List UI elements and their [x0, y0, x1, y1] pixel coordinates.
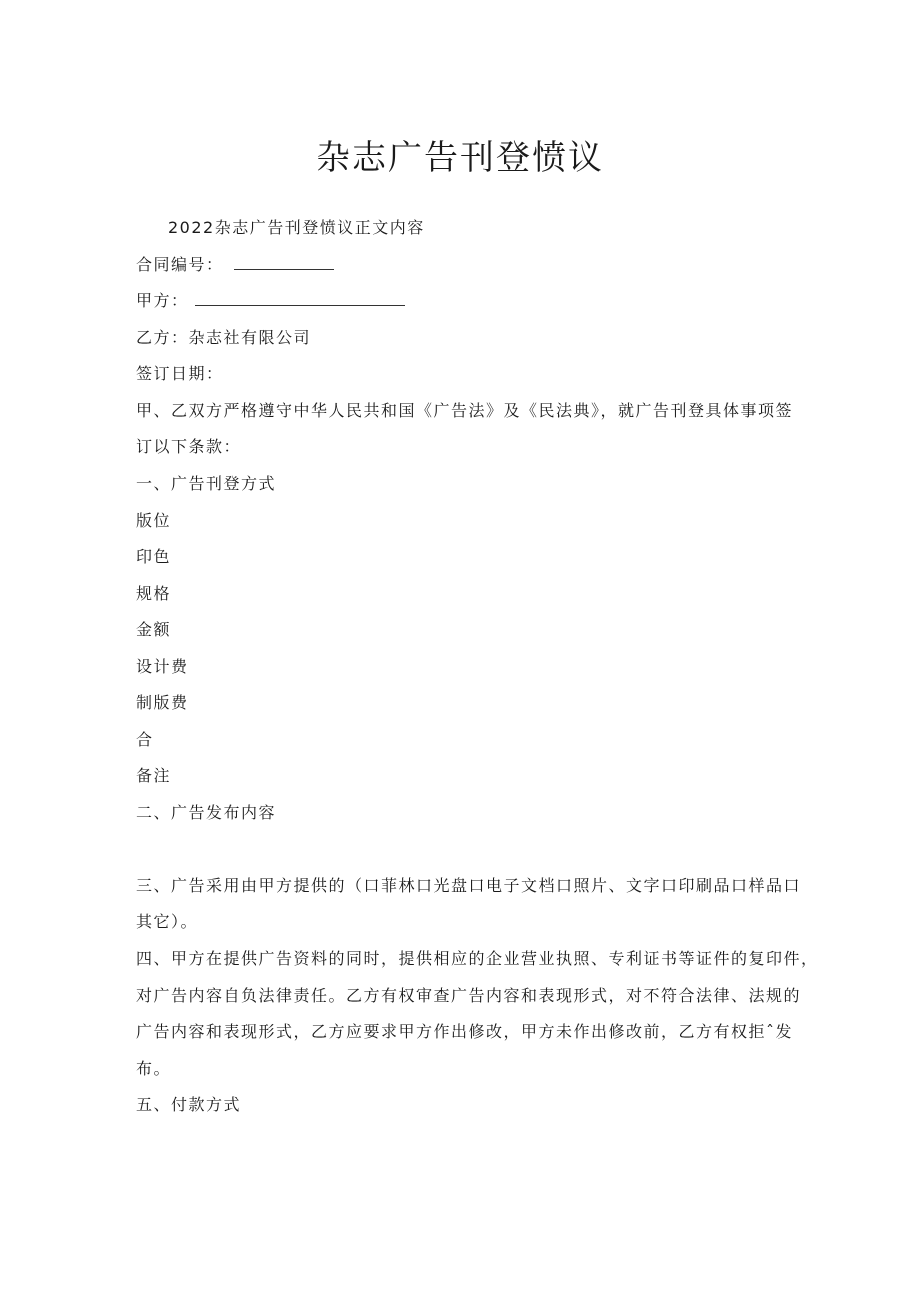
item-amount: 金额 — [136, 620, 172, 639]
intro-line-1: 甲、乙双方严格遵守中华人民共和国《广告法》及《民法典》，就广告刊登具体事项签 — [136, 401, 794, 420]
item-layout-position: 版位 — [136, 511, 172, 530]
document-subtitle: 2022杂志广告刊登愤议正文内容 — [168, 218, 425, 237]
item-print-color: 印色 — [136, 547, 172, 566]
intro-line-2: 订以下条款： — [136, 437, 242, 456]
sign-date: 签订日期： — [136, 364, 224, 383]
section-4-line-3: 广告内容和表现形式，乙方应要求甲方作出修改，甲方未作出修改前，乙方有权拒ˆ发 — [136, 1022, 794, 1041]
item-design-fee: 设计费 — [136, 657, 189, 676]
contract-number-label: 合同编号： — [136, 255, 224, 274]
party-b: 乙方：杂志社有限公司 — [136, 328, 312, 347]
section-3-line-2: 其它）。 — [136, 912, 199, 931]
item-plate-fee: 制版费 — [136, 693, 189, 712]
section-4-line-1: 四、甲方在提供广告资料的同时，提供相应的企业营业执照、专利证书等证件的复印件， — [136, 949, 819, 968]
section-5-heading: 五、付款方式 — [136, 1095, 242, 1114]
item-size: 规格 — [136, 584, 172, 603]
contract-number-row — [136, 255, 334, 275]
document-title: 杂志广告刊登愤议 — [316, 138, 604, 178]
section-2-heading: 二、广告发布内容 — [136, 803, 277, 822]
item-total: 合 — [136, 730, 154, 749]
section-4-line-2: 对广告内容自负法律责任。乙方有权审查广告内容和表现形式，对不符合法律、法规的 — [136, 986, 802, 1005]
section-3-line-1: 三、广告采用由甲方提供的（口菲林口光盘口电子文档口照片、文字口印刷品口样品口 — [136, 876, 802, 895]
section-1-heading: 一、广告刊登方式 — [136, 474, 277, 493]
contract-number-blank — [234, 255, 334, 270]
section-4-line-4: 布。 — [136, 1059, 172, 1078]
party-a-row — [136, 291, 405, 311]
item-remarks: 备注 — [136, 766, 172, 785]
party-a-label: 甲方： — [136, 291, 189, 310]
party-a-blank — [195, 291, 405, 306]
